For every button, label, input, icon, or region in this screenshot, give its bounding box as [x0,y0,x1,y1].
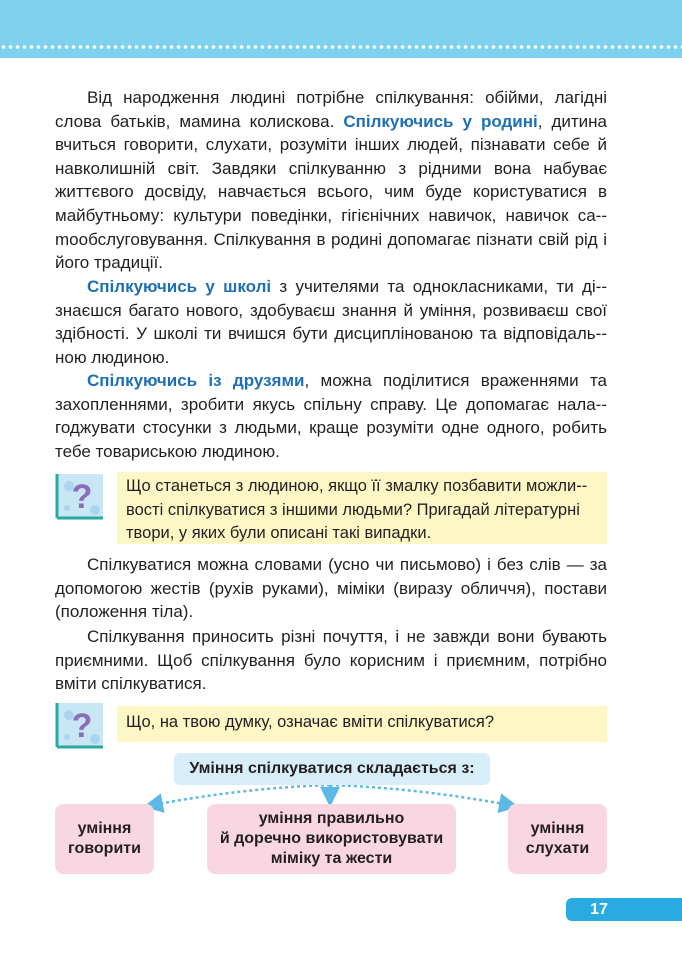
skill-listening: уміння слухати [508,804,607,874]
highlight-friends: Спілкуючись із друзями [87,371,305,390]
question-icon [55,701,107,749]
paragraph-1: Від народження людині потрібне спілкування: обійми, лагідні слова батьків, мамина колискова. Спілкуючись у родині, дитина вчиться говорити, слухати, розуміти інших людей, пізнавати себе й навколишній світ. Завдяки спілкуванню з рідними вона набуває життєвого досвіду, навчається всього, чим буде користуватися в майбутньому: культури поведінки, гігієнічних навичок, навичок са-mообслуговування. Спілкування в родині допомагає пізнати свій рід і його традиції. [55,88,608,273]
highlight-school: Спілкуючись у школі [87,277,272,296]
paragraph-3: Спілкуючись із друзями, можна поділитися враженнями та захопленнями, зробити якусь спільну справу. Це допомагає нала-годжувати стосунки з людьми, краще розуміти одне одного, робить тебе товариською людиною. [55,371,607,461]
paragraph-4: Спілкуватися можна словами (усно чи письмово) і без слів — за допомогою жестів (рухів руками), міміки (виразу обличчя), постави (положення тіла). [55,555,607,622]
question-box-1: Що станеться з людиною, якщо її змалку позбавити можли-вості спілкуватися з іншими людьми? Пригадай літературні твори, у яких були описані такі випадки. [117,472,607,544]
highlight-family: Спілкуючись у родині [343,111,538,131]
top-dotted-line [0,44,682,50]
skill-mimics-gestures: уміння правильно й доречно використовувати міміку та жести [207,804,456,874]
question-box-2: Що, на твою думку, означає вміти спілкуватися? [117,706,607,742]
page-number-badge [566,898,682,921]
page-number: 17 [590,901,608,918]
question-icon [55,472,107,520]
svg-text:?: ? [71,478,93,516]
svg-text:?: ? [71,707,93,745]
paragraph-2: Спілкуючись у школі з учителями та однокласниками, ти ді-знаєшся багато нового, здобуваєш знання й уміння, розвиваєш свої здібності. У школі ти вчишся бути дисциплінованою та відповідаль-ною людиною. [55,277,608,367]
diagram-heading: Уміння спілкуватися складається з: [174,753,490,785]
skill-speaking: уміння говорити [55,804,154,874]
paragraph-5: Спілкування приносить різні почуття, і не завжди вони бувають приємними. Щоб спілкування було корисним і приємним, потрібно вміти спілкуватися. [55,627,607,694]
